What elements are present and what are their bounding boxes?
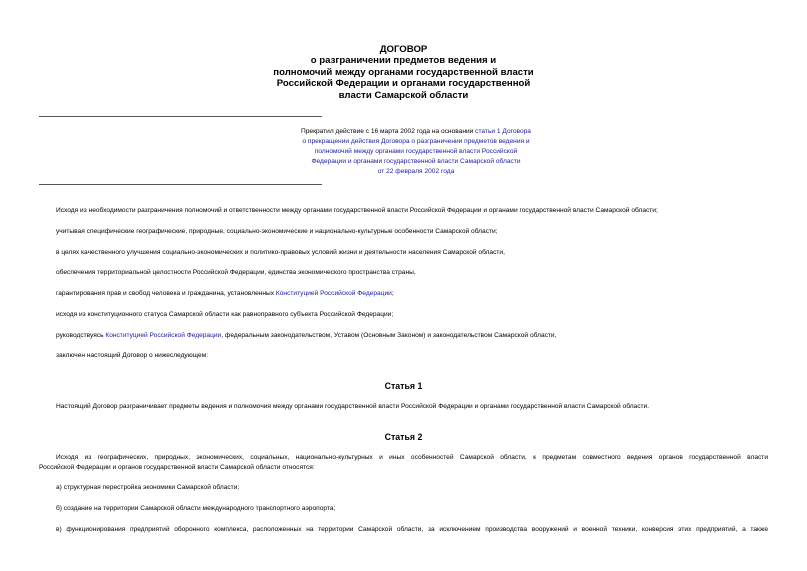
document-title (0, 44, 807, 101)
article-2-item: б) создание на территории Самарской области международного транспортного аэропорта; (56, 505, 336, 512)
article-2-heading: Статья 2 (384, 432, 423, 442)
preamble-text: гарантирования прав и свобод человека и гражданина, установленных (56, 290, 276, 297)
title-line: Российской Федерации и органами государственной (276, 78, 531, 90)
preamble-paragraph (56, 331, 556, 341)
preamble-text: , федеральным законодательством, Уставом (Основным Законом) и законодательством Самарской области, (221, 332, 557, 339)
article-1-text: Настоящий Договор разграничивает предметы ведения и полномочия между органами государственной власти Российской Федерации и органами государственной власти Самарской области. (56, 403, 650, 410)
status-note-link[interactable]: о прекращении действия Договора о разграничении предметов ведения и (302, 138, 530, 145)
article-2-item: а) структурная перестройка экономики Самарской области; (56, 484, 240, 491)
constitution-link[interactable]: Конституцией Российской Федерации (105, 332, 222, 339)
article-1-heading: Статья 1 (384, 381, 423, 391)
preamble-text: ; (391, 290, 394, 297)
status-note-line (270, 147, 562, 157)
title-line: о разграничении предметов ведения и (310, 55, 497, 67)
title-line: ДОГОВОР (379, 44, 428, 55)
divider-bottom (39, 184, 322, 185)
status-note (270, 127, 562, 177)
article-2-intro-line: Российской Федерации и органов государственной власти Самарской области относятся: (39, 464, 315, 471)
preamble-paragraph: обеспечения территориальной целостности Российской Федерации, единства экономического пространства страны, (56, 269, 416, 276)
status-note-link[interactable]: от 22 февраля 2002 года (377, 168, 455, 175)
title-line: полномочий между органами государственной власти (273, 66, 534, 78)
status-note-link[interactable]: полномочий между органами государственной власти Российской (314, 148, 518, 155)
preamble-paragraph: Исходя из необходимости разграничения полномочий и ответственности между органами государственной власти Российской Федерации и органами государственной власти Самарской области; (56, 207, 658, 214)
preamble-paragraph: заключен настоящий Договор о нижеследующем: (56, 352, 209, 359)
preamble-paragraph: учитывая специфические географические, природные, социально-экономические и национально-культурные особенности Самарской области; (56, 228, 498, 235)
preamble-text: руководствуясь (56, 332, 106, 339)
article-2-item (56, 525, 768, 535)
article-2-intro (39, 453, 768, 473)
article-2-intro-line: Исходя из географических, природных, экономических, социальных, национально-культурных и иных особенностей Самарской области, к предметам совместного ведения органов государственной власти (56, 454, 768, 461)
preamble-paragraph (56, 289, 394, 299)
article-2-item-line: в) функционирования предприятий оборонного комплекса, расположенных на территории Самарской области, за исключением производства вооружений и военной техники, конверсия этих предприятий, а также (56, 526, 768, 533)
preamble-paragraph: в целях качественного улучшения социально-экономических и политико-правовых условий жизни и деятельности населения Самарской области, (56, 249, 505, 256)
status-note-link[interactable]: Федерации и органами государственной власти Самарской области (311, 158, 521, 165)
status-note-line (270, 137, 562, 147)
status-note-link[interactable]: статьи 1 Договора (475, 128, 531, 135)
constitution-link[interactable]: Конституцией Российской Федерации (275, 290, 392, 297)
status-note-line (270, 157, 562, 167)
divider-top (39, 116, 322, 117)
status-note-line (270, 167, 562, 177)
preamble-paragraph: исходя из конституционного статуса Самарской области как равноправного субъекта Российской Федерации; (56, 311, 394, 318)
title-line: власти Самарской области (338, 89, 469, 101)
status-note-prefix: Прекратил действие с 16 марта 2002 года на основании (301, 128, 476, 135)
status-note-line (270, 127, 562, 137)
